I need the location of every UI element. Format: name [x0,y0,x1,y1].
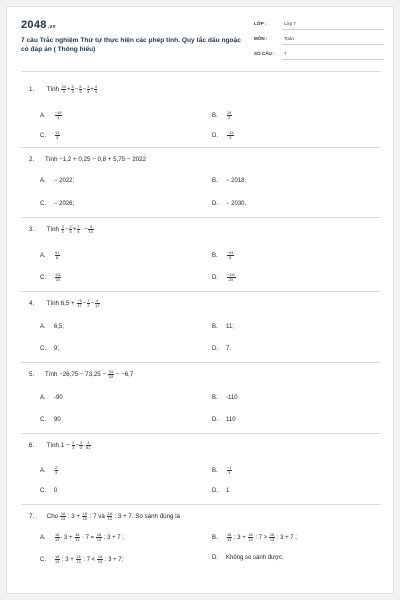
q5-option-c[interactable]: C. 90 [40,417,61,423]
page-title: 7 câu Trắc nghiệm Thứ tự thực hiện các phép tính. Quy tắc dấu ngoặc có đáp án ( Thông hiểu) [21,37,241,53]
question-divider [21,217,381,218]
question-divider [21,147,381,148]
question-number: 1. [29,86,35,94]
question-number: 5. [29,371,35,379]
meta-subject-key: MÔN : [254,36,268,41]
question-stem: Tính 6,5 + [46,300,75,308]
question-number: 4. [29,300,35,308]
question-2 [29,156,146,163]
q7-option-b[interactable]: B. $\frac{18}{13}$ : 3 + $\frac{18}{13}$ : 7 > $\frac{18}{13}$ : 3 + 7 ; [212,533,297,542]
meta-subject [254,34,384,45]
question-number: 7. [29,513,35,521]
q5-option-a[interactable]: A. -90 [40,395,63,401]
question-number: 6. [29,442,35,450]
q7-option-a[interactable]: A. $\frac{18}{13}$ · 3 + $\frac{18}{13}$ · 7 = $\frac{18}{13}$ : 3 + 7 ; [40,533,124,542]
q6-option-a[interactable]: A. $\frac{2}{3}$ [40,466,58,475]
q5-option-b[interactable]: B. -110 [212,395,238,401]
question-1: 1. Tính $\frac{20}{3}$ + $\frac{5}{3}$ − $\frac{5}{3}$ − $\frac{1}{3}$ + $\frac{4}{3}$ [29,85,97,94]
q7-option-c[interactable]: C. $\frac{18}{13}$ : 3 + $\frac{18}{13}$ : 7 < $\frac{18}{13}$ : 3 + 7; [40,555,124,564]
q6-option-b[interactable]: B. $\frac{-1}{3}$ [212,466,232,475]
q4-option-d[interactable]: D. 7. [212,346,232,352]
question-divider [21,291,381,292]
q1-option-b[interactable]: B. $\frac{19}{3}$ [212,111,232,120]
question-stem: Tính 1 − [46,442,70,450]
meta-count [254,49,384,60]
q6-option-d[interactable]: D. 1 [212,488,230,494]
question-stem: Tính [46,86,59,94]
q2-option-d[interactable]: D. − 2030. [212,201,247,207]
header-divider [21,71,381,72]
question-divider [21,433,381,434]
q1-option-a[interactable]: A. $\frac{-19}{3}$ [40,111,62,120]
meta-underline [282,44,384,45]
logo-suffix: .vn [47,24,56,30]
q3-option-b[interactable]: B. $\frac{-91}{8}$ [212,251,234,260]
q2-option-a[interactable]: A. − 2022; [40,178,75,184]
q1-option-d[interactable]: D. $\frac{-13}{3}$ [212,131,234,140]
question-3: 3. Tính $\frac{3}{2}$ − $\frac{2}{5}$ + $\frac{7}{4}$ · − $\frac{3}{10}$ [29,225,93,234]
q7-option-d[interactable]: D. Không so sánh được. [212,555,284,561]
question-stem: Tính −1,2 + 0,25 − 0,8 + 5,75 − 2022 [45,156,146,163]
question-5: 5. Tính −26,75 − 73,25 − $\frac{33}{33}$ − −6,7 [29,370,134,379]
meta-count-value: 7 [284,51,287,56]
question-4: 4. Tính 6,5 + $\frac{-5}{17}$ − $\frac{7}{2}$ − $\frac{4}{17}$ [29,299,100,308]
q4-option-c[interactable]: C. 9; [40,346,60,352]
worksheet-page [6,6,394,594]
question-7: 7. Cho $\frac{18}{13}$ : 3 + $\frac{18}{13}$ : 7 và $\frac{18}{13}$ : 3 + 7. So sánh đúng là [29,512,181,521]
meta-count-key: SỐ CÂU : [254,51,275,56]
site-logo[interactable] [21,19,56,31]
q3-option-a[interactable]: A. $\frac{91}{8}$ [40,251,60,260]
question-stem: Cho [46,513,59,521]
meta-underline [282,29,384,30]
q1-option-c[interactable]: C. $\frac{13}{3}$ [40,131,60,140]
question-divider [21,504,381,505]
meta-class-key: LỚP : [254,21,267,26]
question-number: 3. [29,226,35,234]
meta-subject-value: Toán [284,36,294,41]
q4-option-a[interactable]: A. 6,5; [40,324,65,330]
q5-option-d[interactable]: D. 110 [212,417,236,423]
q2-option-c[interactable]: C. − 2026; [40,201,75,207]
q2-option-b[interactable]: B. − 2018; [212,178,247,184]
q4-option-b[interactable]: B. 11; [212,324,234,330]
question-6: 6. Tính 1 − $\frac{2}{3}$ − $\frac{2}{3}$ · $\frac{4}{81}$ [29,441,91,450]
question-divider [21,362,381,363]
q3-option-d[interactable]: D. $\frac{-111}{20}$ [212,273,235,282]
logo-text: 2048 [21,19,47,31]
meta-class [254,19,384,30]
q6-option-c[interactable]: C. 0 [40,488,58,494]
question-stem: Tính [46,226,59,234]
question-number: 2. [29,156,35,163]
question-stem: Tính −26,75 − 73,25 − [45,371,108,379]
meta-class-value: Lớp 7 [284,21,296,26]
q3-option-c[interactable]: C. $\frac{111}{20}$ [40,273,61,282]
meta-underline [282,59,384,60]
